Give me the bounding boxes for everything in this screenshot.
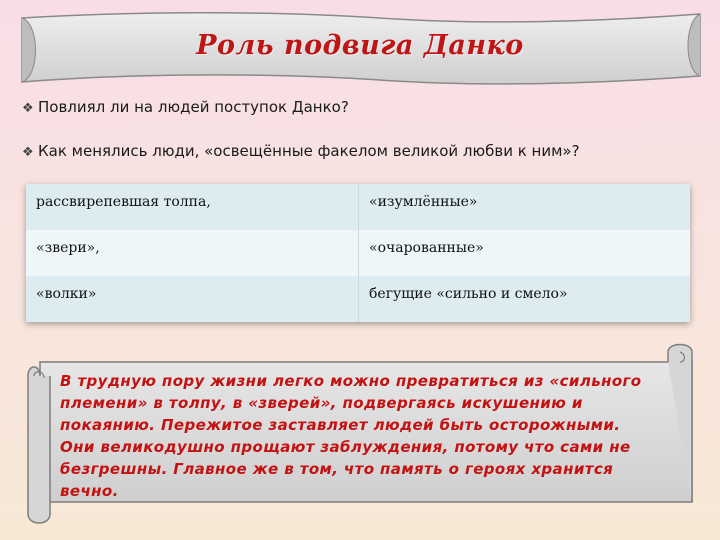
- table-cell: рассвирепевшая толпа,: [26, 184, 359, 230]
- table-cell: бегущие «сильно и смело»: [359, 276, 691, 322]
- question-1: [22, 96, 692, 120]
- comparison-table: [26, 184, 690, 322]
- summary-note: В трудную пору жизни легко можно превратиться из «сильного племени» в толпу, в «зверей», подвергаясь искушению и покаянию. Пережитое заставляет людей быть осторожными. Они великодушно прощают заблуждения, потому что сами не безгрешны. Главное же в том, что память о героях хранится вечно.: [60, 372, 642, 500]
- question-1-text: Повлиял ли на людей поступок Данко?: [38, 98, 349, 116]
- diamond-bullet-icon: ❖: [22, 145, 34, 160]
- question-2: [22, 140, 692, 164]
- table-row: [26, 276, 690, 322]
- table-cell: «звери»,: [26, 230, 359, 276]
- table-cell: «очарованные»: [359, 230, 691, 276]
- table-cell: «волки»: [26, 276, 359, 322]
- table-cell: «изумлённые»: [359, 184, 691, 230]
- table-row: [26, 230, 690, 276]
- table-row: [26, 184, 690, 230]
- diamond-bullet-icon: ❖: [22, 101, 34, 116]
- question-2-text: Как менялись люди, «освещённые факелом великой любви к ним»?: [38, 142, 580, 160]
- page-title: Роль подвига Данко: [196, 30, 524, 61]
